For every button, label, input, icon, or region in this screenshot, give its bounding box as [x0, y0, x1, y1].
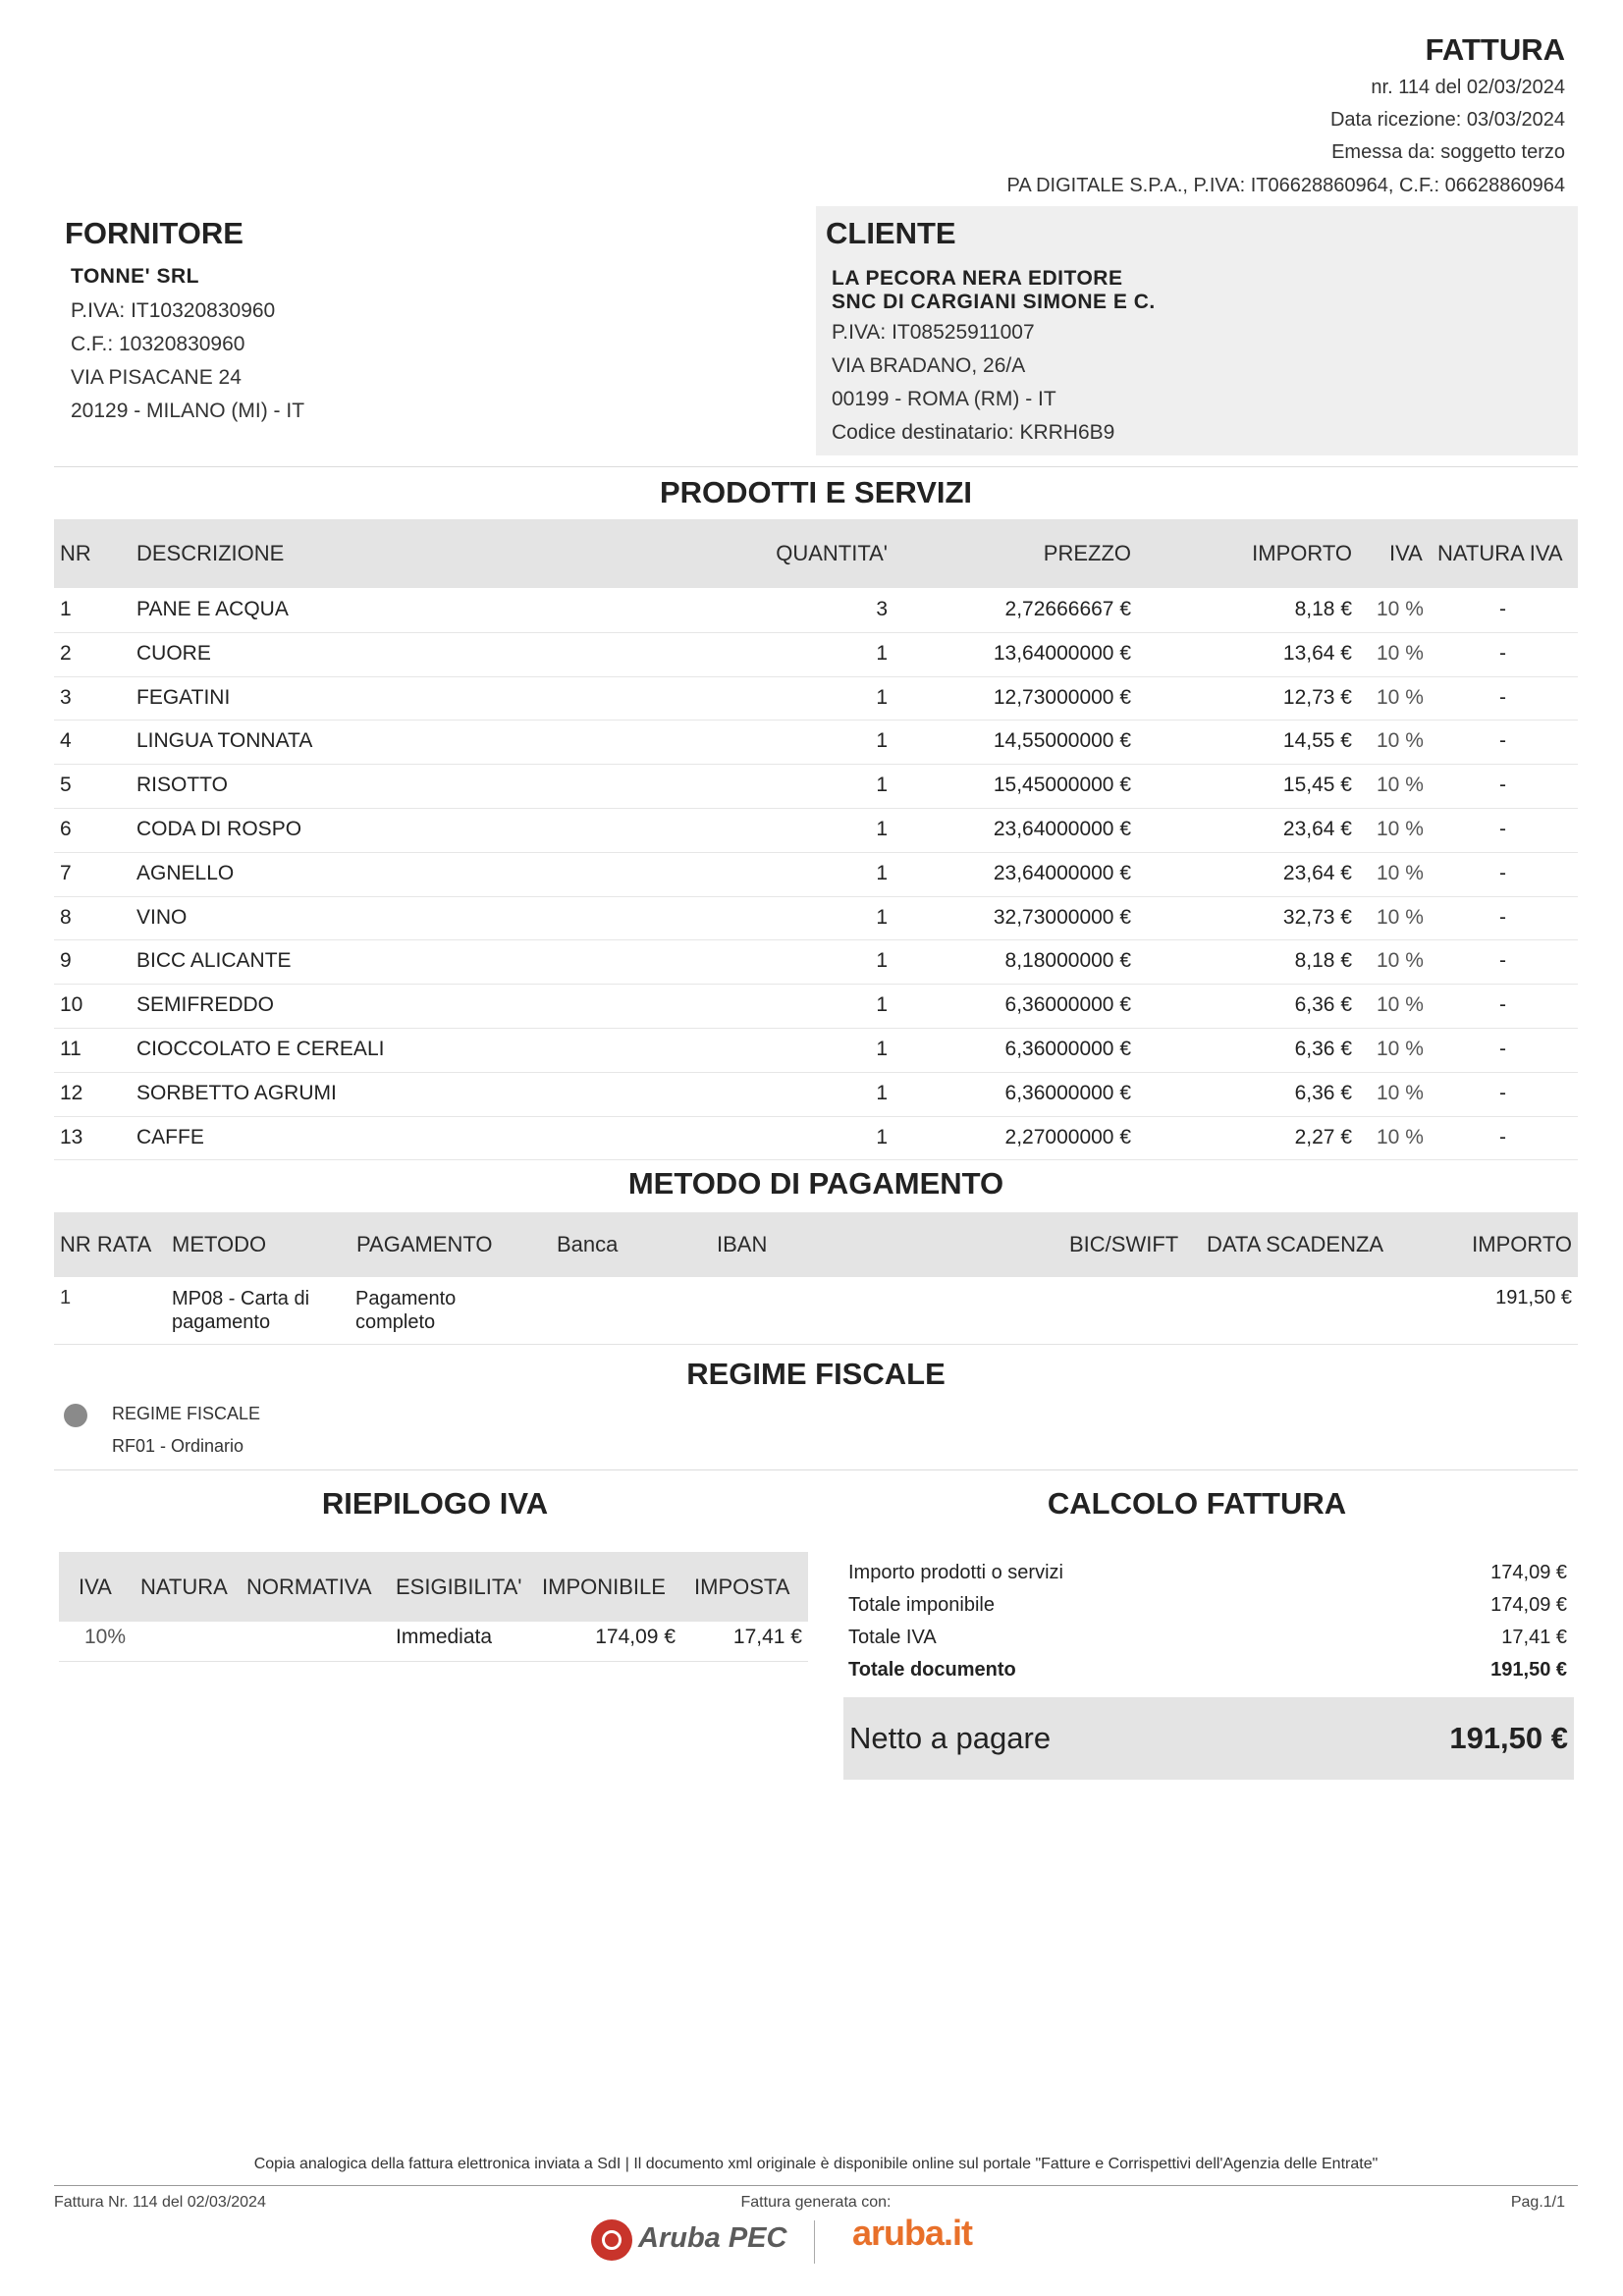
- vat-summary-tax: 17,41 €: [732, 1626, 802, 1648]
- invoice-title: FATTURA: [1425, 32, 1565, 67]
- row-vat: 10 %: [1377, 1081, 1424, 1104]
- row-quantity: 1: [876, 1081, 888, 1104]
- col-price: PREZZO: [1043, 541, 1131, 565]
- supplier-cf: C.F.: 10320830960: [71, 333, 245, 355]
- row-amount: 6,36 €: [1294, 1038, 1352, 1060]
- col-due-date: DATA SCADENZA: [1207, 1232, 1384, 1256]
- col-nr: NR: [60, 541, 91, 565]
- row-vat-nature: -: [1499, 1081, 1506, 1104]
- row-quantity: 1: [876, 993, 888, 1017]
- aruba-pec-logo: Aruba PEC: [638, 2222, 787, 2254]
- row-description: LINGUA TONNATA: [136, 729, 313, 753]
- row-quantity: 1: [876, 774, 888, 797]
- client-name-line-2: SNC DI CARGIANI SIMONE E C.: [832, 291, 1156, 313]
- row-price: 32,73000000 €: [993, 905, 1131, 929]
- col-bank: Banca: [557, 1232, 619, 1256]
- row-nr: 5: [60, 774, 72, 797]
- row-vat-nature: -: [1499, 949, 1506, 973]
- products-table-header: [54, 519, 1578, 588]
- row-vat-nature: -: [1499, 685, 1506, 709]
- row-description: CUORE: [136, 641, 211, 665]
- row-quantity: 1: [876, 641, 888, 665]
- row-price: 2,72666667 €: [1004, 598, 1131, 620]
- payment-row: [54, 1277, 1578, 1345]
- row-vat-nature: -: [1499, 993, 1506, 1017]
- col-description: DESCRIZIONE: [136, 541, 285, 565]
- row-description: CODA DI ROSPO: [136, 818, 302, 840]
- row-vat-nature: -: [1499, 641, 1506, 665]
- payment-status-line-1: Pagamento: [355, 1288, 457, 1309]
- table-row: [54, 588, 1578, 633]
- row-vat-nature: -: [1499, 774, 1506, 797]
- row-quantity: 1: [876, 949, 888, 973]
- regime-title: REGIME FISCALE: [686, 1357, 946, 1391]
- bullet-icon: [64, 1404, 87, 1427]
- calc-line-taxable: [848, 1589, 1567, 1622]
- vat-summary-eligibility: Immediata: [396, 1626, 493, 1648]
- supplier-heading: FORNITORE: [65, 216, 243, 250]
- row-vat: 10 %: [1377, 1125, 1424, 1148]
- regime-label: REGIME FISCALE: [112, 1404, 261, 1423]
- row-price: 6,36000000 €: [1004, 1038, 1131, 1060]
- calc-line-vat: [848, 1622, 1567, 1654]
- logo-separator: [814, 2220, 815, 2264]
- row-vat-nature: -: [1499, 861, 1506, 884]
- table-row: [54, 896, 1578, 941]
- col-installment: NR RATA: [60, 1232, 152, 1256]
- client-recipient-code: Codice destinatario: KRRH6B9: [832, 421, 1115, 444]
- payment-method-line-1: MP08 - Carta di: [172, 1288, 310, 1309]
- calc-line-value: 174,09 €: [1490, 1562, 1567, 1583]
- payment-title: METODO DI PAGAMENTO: [627, 1166, 1004, 1201]
- calc-line-label: Importo prodotti o servizi: [848, 1562, 1063, 1583]
- calc-line-total: [848, 1654, 1567, 1686]
- table-row: [54, 764, 1578, 809]
- invoice-number: nr. 114 del 02/03/2024: [1371, 77, 1565, 98]
- row-quantity: 1: [876, 818, 888, 840]
- footer-divider: [54, 2185, 1578, 2186]
- supplier-block: [65, 216, 752, 428]
- row-quantity: 1: [876, 685, 888, 709]
- row-vat: 10 %: [1377, 774, 1424, 797]
- row-amount: 14,55 €: [1282, 729, 1352, 753]
- calc-line-value: 174,09 €: [1490, 1594, 1567, 1616]
- row-amount: 13,64 €: [1282, 641, 1352, 665]
- col-quantity: QUANTITA': [776, 541, 888, 565]
- issued-by: Emessa da: soggetto terzo: [1331, 141, 1565, 163]
- divider: [54, 466, 1578, 467]
- row-description: PANE E ACQUA: [136, 598, 289, 620]
- received-date: Data ricezione: 03/03/2024: [1329, 109, 1565, 131]
- row-vat-nature: -: [1499, 1125, 1506, 1148]
- row-amount: 8,18 €: [1294, 598, 1352, 620]
- payment-status: [355, 1287, 456, 1334]
- row-description: RISOTTO: [136, 774, 228, 797]
- row-vat: 10 %: [1377, 993, 1424, 1017]
- table-row: [54, 720, 1578, 765]
- row-amount: 8,18 €: [1294, 949, 1352, 973]
- table-row: [54, 676, 1578, 721]
- row-nr: 2: [60, 641, 72, 665]
- net-to-pay-value: 191,50 €: [1449, 1721, 1568, 1755]
- row-price: 6,36000000 €: [1004, 1081, 1131, 1104]
- row-vat: 10 %: [1377, 1038, 1424, 1060]
- payment-method-line-2: pagamento: [172, 1311, 271, 1333]
- client-name-line-1: LA PECORA NERA EDITORE: [832, 267, 1123, 290]
- net-to-pay-label: Netto a pagare: [849, 1721, 1052, 1755]
- payment-installment-nr: 1: [60, 1287, 72, 1308]
- row-price: 12,73000000 €: [993, 685, 1131, 709]
- calc-title: CALCOLO FATTURA: [1047, 1486, 1347, 1521]
- row-price: 23,64000000 €: [993, 818, 1131, 840]
- row-amount: 6,36 €: [1294, 1081, 1352, 1104]
- row-description: AGNELLO: [136, 861, 235, 884]
- table-row: [54, 1028, 1578, 1073]
- client-block: [816, 206, 1578, 455]
- row-vat: 10 %: [1377, 641, 1424, 665]
- footer-invoice-ref: Fattura Nr. 114 del 02/03/2024: [54, 2194, 266, 2211]
- row-amount: 6,36 €: [1294, 993, 1352, 1017]
- footer-page: Pag.1/1: [1510, 2194, 1565, 2211]
- row-nr: 9: [60, 949, 72, 973]
- row-description: FEGATINI: [136, 685, 231, 709]
- row-price: 2,27000000 €: [1004, 1125, 1131, 1148]
- aruba-pec-logo-icon: [591, 2219, 632, 2261]
- row-vat-nature: -: [1499, 818, 1506, 840]
- calc-line-products: [848, 1557, 1567, 1589]
- row-description: VINO: [136, 905, 188, 929]
- row-amount: 32,73 €: [1282, 905, 1352, 929]
- client-piva: P.IVA: IT08525911007: [832, 321, 1035, 344]
- row-vat: 10 %: [1377, 598, 1424, 620]
- row-description: CAFFE: [136, 1125, 204, 1148]
- row-nr: 6: [60, 818, 72, 840]
- calc-lines: [848, 1557, 1567, 1686]
- col-tax: IMPOSTA: [694, 1575, 790, 1599]
- row-quantity: 1: [876, 729, 888, 753]
- vat-summary-rate: 10%: [84, 1626, 127, 1648]
- col-eligibility: ESIGIBILITA': [396, 1575, 522, 1599]
- issuer-info: PA DIGITALE S.P.A., P.IVA: IT06628860964, C.F.: 06628860964: [1006, 175, 1565, 196]
- row-vat-nature: -: [1499, 598, 1506, 620]
- table-row: [54, 852, 1578, 897]
- row-amount: 23,64 €: [1282, 818, 1352, 840]
- net-to-pay-box: [843, 1697, 1574, 1780]
- payment-table-header: [54, 1212, 1578, 1277]
- col-taxable: IMPONIBILE: [542, 1575, 666, 1599]
- row-nr: 4: [60, 729, 72, 753]
- row-price: 14,55000000 €: [993, 729, 1131, 753]
- row-quantity: 1: [876, 1038, 888, 1060]
- row-vat: 10 %: [1377, 861, 1424, 884]
- row-quantity: 1: [876, 1125, 888, 1148]
- row-description: CIOCCOLATO E CEREALI: [136, 1038, 385, 1060]
- row-vat-nature: -: [1499, 1038, 1506, 1060]
- row-vat-nature: -: [1499, 905, 1506, 929]
- col-amount: IMPORTO: [1252, 541, 1352, 565]
- table-row: [54, 1116, 1578, 1161]
- row-price: 15,45000000 €: [993, 774, 1131, 797]
- row-nr: 1: [60, 598, 72, 620]
- table-row: [54, 984, 1578, 1029]
- table-row: [54, 1072, 1578, 1117]
- row-quantity: 1: [876, 905, 888, 929]
- row-price: 13,64000000 €: [993, 641, 1131, 665]
- supplier-city: 20129 - MILANO (MI) - IT: [71, 400, 305, 422]
- calc-line-value: 17,41 €: [1501, 1627, 1567, 1648]
- footer-notice: Copia analogica della fattura elettronica inviata a SdI | Il documento xml originale è disponibile online sul portale "Fatture e Corrispettivi dell'Agenzia delle Entrate": [253, 2156, 1379, 2172]
- calc-line-label: Totale imponibile: [848, 1594, 995, 1616]
- col-vat: IVA: [1389, 541, 1423, 565]
- row-nr: 11: [60, 1038, 81, 1060]
- row-description: SEMIFREDDO: [136, 993, 275, 1017]
- row-vat: 10 %: [1377, 685, 1424, 709]
- vat-summary-taxable: 174,09 €: [595, 1626, 676, 1648]
- row-amount: 2,27 €: [1294, 1125, 1352, 1148]
- row-price: 8,18000000 €: [1004, 949, 1131, 973]
- row-nr: 7: [60, 861, 72, 884]
- row-amount: 23,64 €: [1282, 861, 1352, 884]
- client-address: VIA BRADANO, 26/A: [832, 354, 1026, 377]
- table-row: [54, 808, 1578, 853]
- row-amount: 15,45 €: [1282, 774, 1352, 797]
- products-title: PRODOTTI E SERVIZI: [659, 475, 973, 509]
- supplier-name: TONNE' SRL: [71, 265, 199, 288]
- row-vat: 10 %: [1377, 818, 1424, 840]
- payment-status-line-2: completo: [355, 1311, 436, 1333]
- row-amount: 12,73 €: [1282, 685, 1352, 709]
- row-vat: 10 %: [1377, 905, 1424, 929]
- col-iban: IBAN: [717, 1232, 768, 1256]
- col-payment-amount: IMPORTO: [1472, 1232, 1572, 1256]
- row-quantity: 1: [876, 861, 888, 884]
- calc-line-label: Totale IVA: [848, 1627, 937, 1648]
- col-norm: NORMATIVA: [246, 1575, 372, 1599]
- row-nr: 3: [60, 685, 72, 709]
- col-method: METODO: [172, 1232, 267, 1256]
- col-bic: BIC/SWIFT: [1069, 1232, 1179, 1256]
- row-nr: 13: [60, 1125, 83, 1148]
- logo-ring: [602, 2230, 622, 2250]
- row-quantity: 3: [876, 598, 888, 620]
- row-price: 23,64000000 €: [993, 861, 1131, 884]
- footer-generated-by: Fattura generata con:: [740, 2194, 892, 2211]
- divider: [54, 1469, 1578, 1470]
- calc-total-value: 191,50 €: [1490, 1659, 1567, 1681]
- supplier-address: VIA PISACANE 24: [71, 366, 242, 389]
- vat-summary-title: RIEPILOGO IVA: [321, 1486, 549, 1521]
- row-vat: 10 %: [1377, 729, 1424, 753]
- row-nr: 10: [60, 993, 83, 1017]
- payment-amount: 191,50 €: [1495, 1287, 1572, 1308]
- col-nature: NATURA: [140, 1575, 228, 1599]
- table-row: [54, 939, 1578, 985]
- row-vat-nature: -: [1499, 729, 1506, 753]
- vat-summary-row: [59, 1622, 808, 1662]
- col-vat-rate: IVA: [79, 1575, 112, 1599]
- client-city: 00199 - ROMA (RM) - IT: [832, 388, 1056, 410]
- row-price: 6,36000000 €: [1004, 993, 1131, 1017]
- regime-value: RF01 - Ordinario: [112, 1436, 244, 1456]
- row-vat: 10 %: [1377, 949, 1424, 973]
- client-heading: CLIENTE: [826, 216, 956, 250]
- vat-summary-header: [59, 1552, 808, 1622]
- col-vat-nature: NATURA IVA: [1437, 541, 1563, 565]
- payment-method: [172, 1287, 309, 1334]
- calc-total-label: Totale documento: [848, 1659, 1016, 1681]
- row-description: SORBETTO AGRUMI: [136, 1081, 337, 1104]
- table-row: [54, 632, 1578, 677]
- aruba-it-logo: aruba.it: [852, 2213, 973, 2253]
- row-nr: 8: [60, 905, 72, 929]
- col-payment: PAGAMENTO: [356, 1232, 493, 1256]
- row-description: BICC ALICANTE: [136, 949, 292, 973]
- supplier-piva: P.IVA: IT10320830960: [71, 299, 276, 322]
- row-nr: 12: [60, 1081, 83, 1104]
